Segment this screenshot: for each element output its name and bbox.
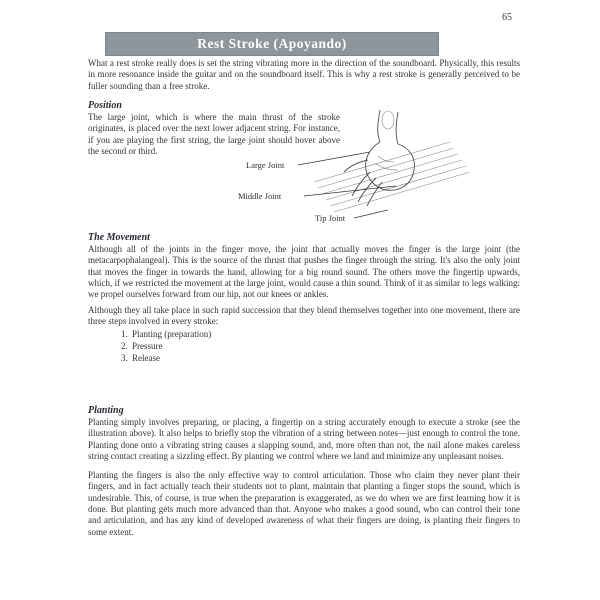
stroke-steps-list xyxy=(116,328,211,364)
list-item: 2. Pressure xyxy=(130,340,211,352)
figure-label-middle-joint: Middle Joint xyxy=(238,191,282,201)
hand-illustration xyxy=(230,108,480,240)
figure-label-large-joint: Large Joint xyxy=(246,160,285,170)
page-title: Rest Stroke (Apoyando) xyxy=(197,36,347,51)
planting-paragraph-1: Planting simply involves preparing, or placing, a fingertip on a string accurately enough to execute a stroke (see the illustration above). It also helps to briefly stop the vibration of a string between notes—just enough to control the tone. Planting done onto a vibrating string causes a slapping sound, and, more often than not, the nail alone makes careless string contact creating a sizzling effect. By planting we control where we land and minimize any unpleasant noises. xyxy=(88,417,520,461)
list-item: 3. Release xyxy=(130,352,211,364)
movement-paragraph-2: Although they all take place in such rapid succession that they blend themselves together into one movement, there are three steps involved in every stroke: xyxy=(88,305,520,327)
page-number: 65 xyxy=(502,12,512,23)
section-heading-movement: The Movement xyxy=(88,232,150,243)
list-item: 1. Planting (preparation) xyxy=(130,328,211,340)
intro-paragraph: What a rest stroke really does is set the string vibrating more in the direction of the soundboard. Physically, this results in more resonance inside the guitar and on the soundboard itself. This is why a rest stroke is generally perceived to be fuller sounding than a free stroke. xyxy=(88,58,520,91)
planting-paragraph-2: Planting the fingers is also the only effective way to control articulation. Those who claim they never plant their fingers, and in fact actually teach their students not to plant, maintain that planting a finger stops the sound, which is undesirable. This, of course, is true when the preparation is exaggerated, as we do when we are first learning how it is done. But planting gets much more advanced than that. Anyone who makes a good sound, who can control their tone and articulation, and has any kind of developed awareness of what their fingers are doing, is planting their fingers to some extent. xyxy=(88,470,520,537)
section-heading-planting: Planting xyxy=(88,405,124,416)
chapter-title-banner xyxy=(105,32,439,56)
position-paragraph: The large joint, which is where the main thrust of the stroke originates, is placed over the next lower adjacent string. For instance, if you are playing the first string, the large joint should hover above the second or third. xyxy=(88,112,340,156)
figure-label-tip-joint: Tip Joint xyxy=(315,213,346,223)
guitar-strings xyxy=(314,142,470,212)
section-heading-position: Position xyxy=(88,100,122,111)
movement-paragraph-1: Although all of the joints in the finger move, the joint that actually moves the finger is the large joint (the metacarpophalangeal). This is the source of the thrust that pushes the finger through the string. It's also the only joint that moves the finger in towards the hand, allowing for a big round sound. The others move the fingertip upwards, which, if we restricted the movement at the large joint, would cause a thin sound. Think of it as similar to legs walking: we propel ourselves forward from our hip, not our knees or ankles. xyxy=(88,244,520,300)
